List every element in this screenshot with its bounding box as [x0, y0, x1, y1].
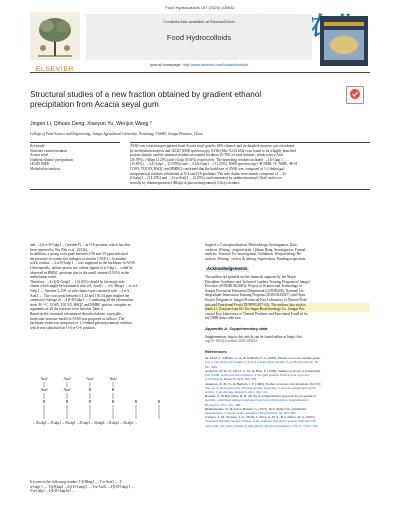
text-line: The authors are grateful for the financial supports by the Major [205, 274, 296, 279]
abstract-line: (26.59%), t-Rhap (2.25%) and t-Galp (0.92%) respectively. The branching residues included →3,6-Galp 1→ [130, 157, 287, 162]
branch-mid-label: R [111, 387, 115, 392]
abstract-line: β-Galp(1→ (14.43%) and →3)-α-Araf(1→ (2.25%), and terminated by arabinofuranosyl (Araf) and occa- [130, 176, 283, 181]
affiliation: College of Food Science and Engineering, Jiangxi Agricultural University, Nanchang, 330045, Jiangxi Province, China [30, 132, 203, 136]
text-line: thank Li, Xiaojun from Bo Tao Sugar Biotechnology Co. Jiangxi Pro- [205, 307, 370, 312]
text-line: Therefore, →4)-β-D-Galp(1→ (14.43%) should be the major side [30, 279, 125, 284]
text-line: observed in HMBC spectrum due to the small content (0.92%) in the [30, 270, 130, 275]
branch-top-label: Araf [63, 376, 71, 381]
authors: Jingen Li, Qihuan Deng, Xiaoyun Yu, Wenjun Wang * [30, 121, 152, 127]
text-line: the presence of connective linkages of residue C/D/F/G. In another [30, 256, 127, 261]
backbone-chain: →3Galp1→3Galp1→3Galp1→3Galp1→3Galp1→3Galp1→3Galp1→ [32, 421, 138, 425]
abstract-line: AY60 was a fraction precipitated from Acacia seyal gum by 60% ethanol, and its detailed structure was elucidated [130, 144, 295, 148]
keywords-heading: Keywords: [30, 144, 46, 148]
text-line: Galp 1→. Another 2.25% of side chains were consisted with →3-α-L- [30, 288, 131, 293]
reference-line[interactable]: arabic). Carbohydrate Research, 2(1), 104–114. [205, 389, 268, 394]
running-head: Food Hydrocolloids 107 (2020) 105932 [165, 5, 235, 10]
abstract-line: actopyranosyl residues substituted at O-4 and O-6 positions. The side chains were mainly composed of →4)- [130, 171, 287, 176]
text-line: vincial Key Laboratory of Natural Products and Functional FoodLtd for [205, 311, 309, 316]
contents-line [86, 19, 312, 24]
text-line: T-α-Galp1→4-β-D-GalpA(1→. [30, 489, 76, 494]
keyword-item: Methylation analysis [30, 166, 61, 171]
structure-diagram [30, 372, 195, 442]
elsevier-tree-icon [30, 12, 80, 60]
abstract-line: sionally by rhamnopyranosyl (Rhap) or glucuronopyranosyl (Glcp) residues. [130, 180, 241, 185]
reference-line[interactable]: Al-Assaf, S., Phillips, G. O., & Williams, P. A. (2005). Studies on acacia exudate gums. [205, 356, 321, 361]
text-line: dergraduate Innovation Training Program (201810410027), and Open [205, 293, 306, 298]
text-line: the NMR data collection. [205, 316, 242, 321]
acknowledgements-heading: Acknowledgements [207, 266, 248, 272]
branch-top-label: Araf [109, 376, 117, 381]
credit-statement [205, 243, 370, 261]
reference-line[interactable]: Anderson, D. M. W., & Herbich, J. F. (1966). Studies on uronic acid materials: Part XV. [205, 381, 321, 386]
abstract-line: (15.81%), →3,4-Galp1→ (13.99%) and →3,4,6-Galp1→ (11.25%). NMR spectroscopy (¹H NMR, ¹³C NMR, ¹H/¹H [130, 162, 297, 167]
appendix-text [205, 335, 370, 344]
branch-r-label: R [88, 399, 92, 404]
abstract-block [130, 144, 370, 185]
text-line: Unfortunately, neither proton nor carbon signals of α-Galp1→ could be [30, 265, 133, 270]
journal-cover[interactable] [320, 16, 368, 66]
keyword-item: 1D/2D NMR [30, 162, 49, 167]
text-line: ucts and Functional Food (JXNPFF2017-02). The authors also wish to [205, 303, 370, 308]
text-line: signments of all the residues were listed in Table 4. [30, 307, 104, 312]
text-line: curation, Writing - original draft. Qihuan Deng: Investigation, Formal [205, 247, 306, 252]
title-line-1: Structural studies of a new fraction obtained by gradient ethanol [30, 90, 262, 99]
text-line: analysis. Xiaoyun Yu: Investigation, Validation. Wenjun Wang: Re- [205, 252, 302, 257]
appendix-heading: Appendix A. Supplementary data [205, 325, 268, 331]
text-line: from ¹H, ¹³C, COSY, TOCSY, HSQC and HMBC spectra, complete as- [30, 302, 132, 307]
journal-title[interactable]: Food Hydrocolloids [166, 33, 232, 42]
text-line: been reported by Wu (Wu et al., 2013b). [30, 247, 88, 252]
article-title [30, 90, 330, 110]
abstract-line: COSY, TOCSY, HSQC and HMBC) confirmed that the backbone of AY60 was composed of 1,3-linked gal- [130, 166, 286, 171]
journal-banner [86, 14, 312, 60]
reference-line[interactable]: olive pulp cell walls. Journal of Agricultural and Food Chemistry, 55(17), 7124–7130. [205, 423, 319, 428]
text-line: α-Galp 1→, T-β-Rhap1→4-β-D-Galp(1→, T-α-Araf1→4-β-D-Galp(1→, [30, 484, 135, 489]
keywords-block [30, 144, 122, 172]
title-line-2: precipitation from Acacia seyal gum [30, 100, 159, 109]
text-line: Araf1→. The cross peak between δ 4.43 and 103.34 ppm implied the [30, 293, 130, 298]
left-column [30, 243, 195, 330]
references-heading: References [205, 348, 227, 354]
text-line: Province (20182BCB22003); Project of Science and Technology of [205, 284, 302, 289]
text-line: In addition, a strong cross peak between δ 98 and 3.9 ppm indicated [30, 252, 128, 257]
branch-mid-label: R [88, 387, 92, 392]
text-line: Discipline Academic and Technical Leaders Training Program of Jiangxi [205, 279, 310, 284]
keyword-item: Gradient ethanol precipitation [30, 157, 74, 162]
masthead-rule [30, 72, 370, 73]
paragraph-1 [30, 243, 195, 280]
text-line: Jingen Li: Conceptualization, Methodology, Investigation, Data [205, 243, 297, 247]
paragraph-4 [30, 480, 195, 494]
branch-mid-label: Araf [63, 387, 71, 392]
reference-line[interactable]: Biological, 2011, 301–308. [205, 402, 241, 407]
text-line: sources, Writing - review & editing, Supervision, Funding acquisition. [205, 256, 307, 261]
text-line: backbone chain was composed of 1,3-linked galactopyranosyl residues, [30, 321, 133, 326]
text-line: Project Program of Jiangxi Provincial Key Laboratory of Natural Prod- [205, 297, 308, 302]
doi-link[interactable]: org/10.1016/j.foodhyd.2020.105932. [205, 339, 258, 344]
text-line: Jiangxi Provincial Education Department (GJJ180208), National Un- [205, 288, 305, 293]
text-line: and →3,6-α-D-Galp1→ (residue F)→ at O-6 position, which has also [30, 243, 131, 247]
reference-line[interactable]: The use of molecular sieve chromatography in studies on Acacia senegal gum (gum [205, 385, 316, 390]
text-line: which was substituted at O-4 or O-6 position. [30, 325, 96, 330]
reference-line[interactable]: Blumenkrantz, N., & Asboe-Hansen, G. (1973). New method for quantitative [205, 406, 307, 411]
references-list [205, 356, 370, 427]
reference-line[interactable]: Bouaziz, F., & Ben Taher, H. B. (2016). A comprehensive approach for properties of [205, 394, 317, 399]
paragraph-3 [30, 312, 195, 330]
abstract-bottom-rule [30, 189, 370, 190]
reference-line[interactable]: determination of uronic acids. Analytical Biochemistry, 54, 484–489. [205, 410, 297, 415]
text-line: molecular structure model of AY60 was proposed as follows. The [30, 316, 125, 321]
text-line: Based on the structural information described above, a possible [30, 311, 122, 316]
text-line: chains which might be terminated with α-L-Araf(1→, α-L-Rhap1→ or α-L- [30, 284, 140, 289]
masthead [30, 12, 370, 73]
branch-r-label: R [134, 399, 138, 404]
text-line: word, residue →4-α-D-Galp 1→ was supposed as the backbone of AY60. [30, 261, 136, 266]
text-line: It is one of the following residue: T-β-Rhap1→, T-α-Araf1→, T- [30, 480, 123, 484]
reference-line[interactable]: partially solubilized sulfated arabinan from Glycyrrhiza glabra. International J. [205, 398, 309, 403]
keyword-item: Structure characterization [30, 148, 68, 153]
branch-top-label: Araf [40, 376, 48, 381]
branch-r-label: R [42, 399, 46, 404]
contents-text: Contents lists available at ScienceDirect [163, 19, 235, 24]
reference-line[interactable]: Cardoso, S. M., Ferreira, J. A., Mafra, I., Silva, A. M. S., & Coimbra, M. A. (2007). [205, 415, 316, 420]
elsevier-logo [30, 12, 80, 73]
paragraph-2 [30, 280, 195, 312]
branch-top-label: Araf [86, 376, 94, 381]
text-line: connective linkage of →4-β-D-Galp1→. Combining all the information [30, 298, 134, 303]
abstract-line: polysaccharide, and the terminal residues accounted for about 29.76% of total residues, which were t-Araf [130, 153, 283, 158]
abstract-line: by methylation analysis and 1D/2D NMR spectroscopy. AY60 (Mw~92.41 kDa) was found to be a highly branched [130, 148, 296, 153]
journal-homepage [86, 63, 312, 67]
info-rule-right [130, 142, 370, 143]
reference-line[interactable]: Part I: The molecular weight of Acacia senegal gum exudate. Food Hydrocolloids, 19, [205, 360, 319, 365]
reference-line[interactable]: Anderson, D. M. W., Dea, I. C. M., & Hirst, E. (1968). Studies on uronic acid materials [205, 368, 321, 373]
branch-r-label: R [65, 399, 69, 404]
acknowledgements-text [205, 275, 370, 321]
reference-line[interactable]: Structural ripening-related changes of the arabinan-rich pectic polysaccharides from [205, 419, 316, 424]
text-line: methylation result. [30, 275, 57, 280]
text-line: Supplementary data to this article can be found online at https://doi. [205, 334, 303, 339]
branch-mid-label: Araf [40, 387, 48, 392]
check-for-updates-icon[interactable] [346, 86, 364, 104]
branch-r-label: R [111, 399, 115, 404]
homepage-link[interactable]: http://www.elsevier.com/locate/foodhyd [182, 63, 248, 67]
reference-line[interactable]: Part XXIII. Some structural features of the gum exudate from Acacia seyal del. [205, 373, 310, 378]
keyword-item: Acacia seyal [30, 153, 49, 158]
reference-line[interactable]: 647–660. [205, 364, 218, 369]
right-column [205, 243, 370, 428]
info-rule-left [30, 142, 120, 143]
publisher-name[interactable]: ELSEVIER [35, 66, 75, 73]
update-badge-icon [347, 87, 363, 103]
homepage-prefix: journal homepage: [150, 63, 182, 67]
reference-line[interactable]: Carbohydrate Research, 8(4), 460–476. [205, 377, 258, 382]
branch-r-label: R [157, 399, 161, 404]
